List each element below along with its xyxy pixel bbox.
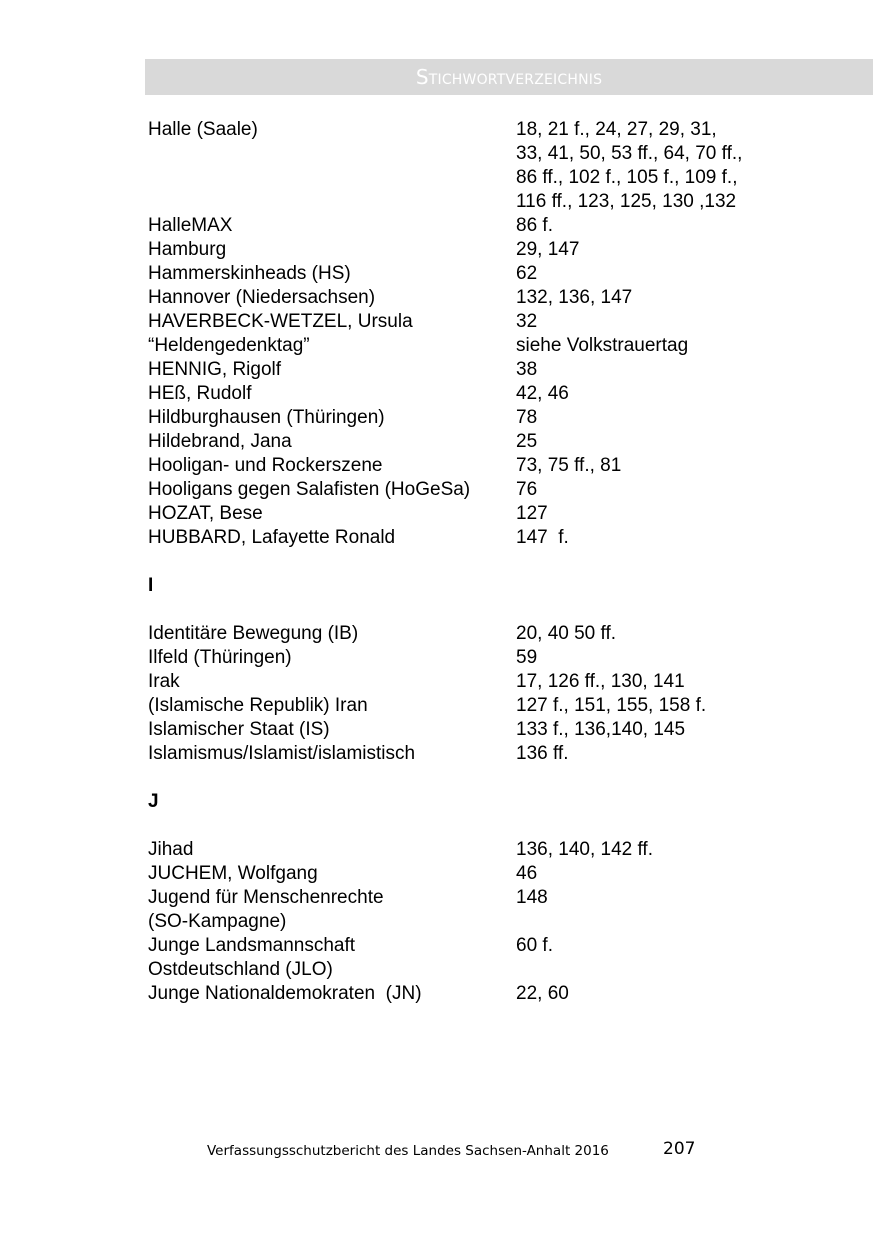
index-term: HENNIG, Rigolf <box>148 359 282 380</box>
page-title: Stichwortverzeichnis <box>415 65 603 89</box>
index-entry <box>148 694 848 718</box>
index-term: Junge Landsmannschaft Ostdeutschland (JLO) <box>148 935 356 980</box>
index-term: Hamburg <box>148 239 227 260</box>
index-term: HEß, Rudolf <box>148 383 252 404</box>
index-term: Identitäre Bewegung (IB) <box>148 623 359 644</box>
index-term: Junge Nationaldemokraten (JN) <box>148 983 422 1004</box>
index-entry <box>148 934 848 982</box>
index-term: Islamischer Staat (IS) <box>148 719 330 740</box>
index-term: (Islamische Republik) Iran <box>148 695 368 716</box>
index-term: Islamismus/Islamist/islamistisch <box>148 743 416 764</box>
index-entry <box>148 862 848 886</box>
index-term: Hannover (Niedersachsen) <box>148 287 376 308</box>
index-pages: 73, 75 ff., 81 <box>516 455 622 476</box>
index-entry <box>148 310 848 334</box>
index-entry <box>148 454 848 478</box>
index-term: HalleMAX <box>148 215 233 236</box>
index-pages: 78 <box>516 407 538 428</box>
index-term: Irak <box>148 671 180 692</box>
index-pages: 22, 60 <box>516 983 569 1004</box>
index-entry <box>148 982 848 1006</box>
index-term: JUCHEM, Wolfgang <box>148 863 318 884</box>
index-pages: 32 <box>516 311 538 332</box>
index-entry <box>148 478 848 502</box>
index-entry <box>148 406 848 430</box>
index-entry <box>148 286 848 310</box>
footer-text: Verfassungsschutzbericht des Landes Sachsen-Anhalt 2016 <box>207 1143 609 1159</box>
index-pages: 62 <box>516 263 538 284</box>
index-term: Hooligans gegen Salafisten (HoGeSa) <box>148 479 471 500</box>
index-entry <box>148 118 848 214</box>
index-term: HUBBARD, Lafayette Ronald <box>148 527 396 548</box>
index-term: Hammerskinheads (HS) <box>148 263 351 284</box>
index-term: Jihad <box>148 839 194 860</box>
index-entry <box>148 622 848 646</box>
index-entry <box>148 742 848 766</box>
section-letter: J <box>148 791 159 812</box>
index-term: Hooligan- und Rockerszene <box>148 455 383 476</box>
index-pages: 18, 21 f., 24, 27, 29, 31, 33, 41, 50, 53 ff., 64, 70 ff., 86 ff., 102 f., 105 f., 109 f., 116 ff., 123, 125, 130 ,132 <box>516 119 743 212</box>
index-term: “Heldengedenktag” <box>148 335 310 356</box>
index-entry <box>148 262 848 286</box>
index-pages: 76 <box>516 479 538 500</box>
index-pages: 20, 40 50 ff. <box>516 623 617 644</box>
index-entry <box>148 358 848 382</box>
index-entry <box>148 430 848 454</box>
index-pages: 147 f. <box>516 527 569 548</box>
index-entry <box>148 382 848 406</box>
index-entry <box>148 214 848 238</box>
index-term: Jugend für Menschenrechte (SO-Kampagne) <box>148 887 384 932</box>
index-term: HAVERBECK-WETZEL, Ursula <box>148 311 413 332</box>
index-entry <box>148 670 848 694</box>
index-term: Hildebrand, Jana <box>148 431 292 452</box>
index-pages: siehe Volkstrauertag <box>516 335 689 356</box>
index-entry <box>148 646 848 670</box>
index-pages: 127 <box>516 503 548 524</box>
index-entry <box>148 502 848 526</box>
index-list <box>148 118 848 1006</box>
index-pages: 42, 46 <box>516 383 569 404</box>
index-entry <box>148 718 848 742</box>
index-entry <box>148 526 848 550</box>
index-pages: 46 <box>516 863 538 884</box>
index-pages: 133 f., 136,140, 145 <box>516 719 686 740</box>
index-pages: 136, 140, 142 ff. <box>516 839 653 860</box>
index-pages: 136 ff. <box>516 743 569 764</box>
index-pages: 25 <box>516 431 538 452</box>
index-pages: 17, 126 ff., 130, 141 <box>516 671 685 692</box>
index-pages: 38 <box>516 359 538 380</box>
index-pages: 127 f., 151, 155, 158 f. <box>516 695 707 716</box>
index-term: Halle (Saale) <box>148 119 258 140</box>
index-pages: 60 f. <box>516 935 553 956</box>
index-term: Ilfeld (Thüringen) <box>148 647 292 668</box>
index-pages: 132, 136, 147 <box>516 287 633 308</box>
index-pages: 148 <box>516 887 548 908</box>
index-entry <box>148 334 848 358</box>
header-bar <box>145 59 873 95</box>
index-pages: 86 f. <box>516 215 553 236</box>
index-entry <box>148 238 848 262</box>
section-letter: I <box>148 575 154 596</box>
index-term: Hildburghausen (Thüringen) <box>148 407 385 428</box>
index-pages: 29, 147 <box>516 239 580 260</box>
page-number: 207 <box>663 1139 696 1159</box>
index-term: HOZAT, Bese <box>148 503 263 524</box>
index-entry <box>148 886 848 934</box>
index-entry <box>148 838 848 862</box>
index-pages: 59 <box>516 647 538 668</box>
